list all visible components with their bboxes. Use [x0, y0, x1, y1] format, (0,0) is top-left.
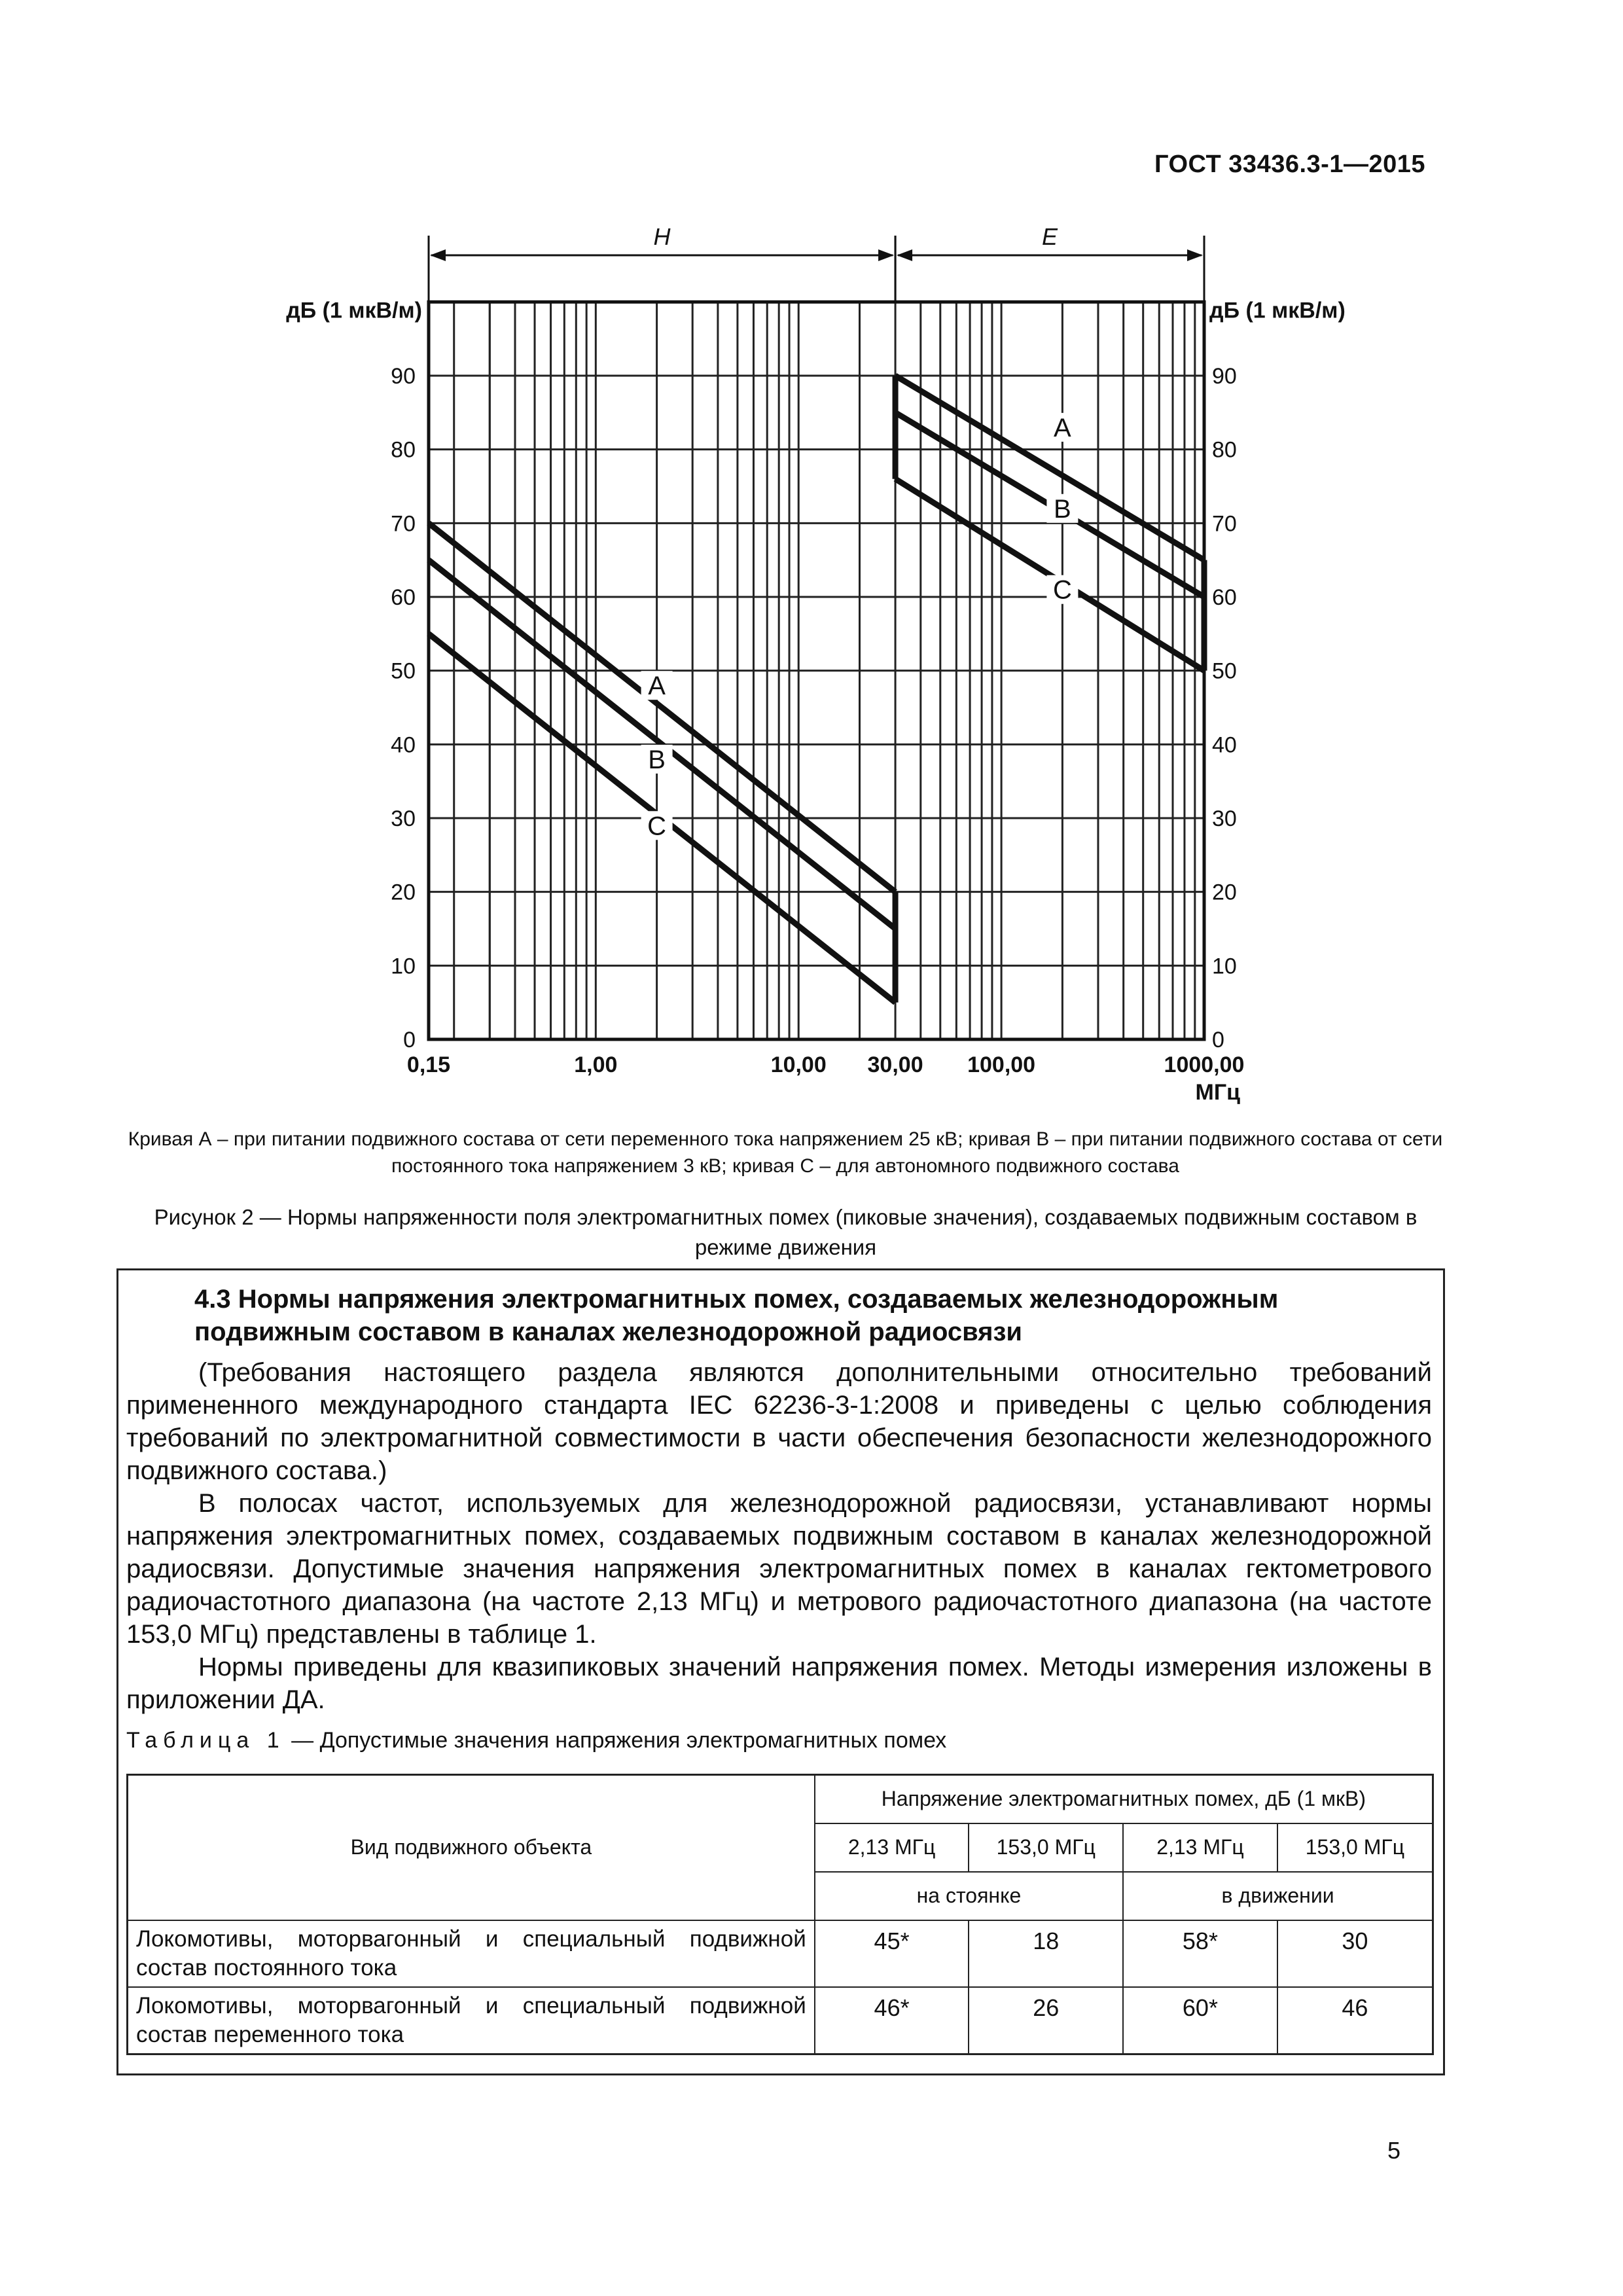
band-label: E [1042, 223, 1058, 250]
y-axis-label-left: дБ (1 мкВ/м) [286, 298, 422, 323]
col-header-freq: 2,13 МГц [1123, 1823, 1277, 1872]
curve-label-b: B [1054, 494, 1071, 524]
y-tick-label-right: 60 [1212, 585, 1237, 610]
section-heading: 4.3 Нормы напряжения электромагнитных помех, создаваемых железнодорожным подвижным составом в каналах железнодорожной радиосвязи [194, 1285, 1279, 1346]
curve-label-a: A [1054, 413, 1071, 442]
figure-caption: Кривая А – при питании подвижного состава от сети переменного тока напряжением 25 кВ; кривая В – при питании подвижного состава от сети постоянного тока напряжением 3 кВ; кривая С – для автономного подвижного состава [128, 1128, 1443, 1177]
curve-label-c: C [647, 812, 667, 841]
x-tick-label: 1,00 [574, 1052, 618, 1077]
curve-label-a: A [648, 672, 666, 701]
band-arrow-head [897, 249, 912, 261]
y-tick-label-left: 90 [391, 364, 416, 389]
figure-title: Рисунок 2 — Нормы напряженности поля электромагнитных помех (пиковые значения), создаваемых подвижным составом в режиме движения [154, 1205, 1418, 1259]
table-cell: 45* [815, 1920, 969, 1987]
y-tick-label-right: 30 [1212, 806, 1237, 831]
col-header-freq: 2,13 МГц [815, 1823, 969, 1872]
row-label: Локомотивы, моторвагонный и специальный подвижной состав переменного тока [128, 1987, 815, 2054]
paragraph-1: (Требования настоящего раздела являются дополнительными относительно требований примененного международного стандарта IEC 62236-3-1:2008 и приведены с целью соблюдения требований по электромагнитной совместимости в части обеспечения безопасности железнодорожного подвижного состава.) [126, 1358, 1432, 1485]
y-tick-label-right: 70 [1212, 511, 1237, 537]
col-header-freq: 153,0 МГц [969, 1823, 1123, 1872]
table-title-number: Таблица 1 [126, 1728, 285, 1753]
y-axis-label-right: дБ (1 мкВ/м) [1209, 298, 1346, 323]
y-tick-label-right: 50 [1212, 658, 1237, 684]
chart-svg [0, 0, 1623, 1126]
table-row [128, 1920, 1433, 1987]
table-title [126, 1726, 946, 1755]
x-tick-label: 1000,00 [1164, 1052, 1245, 1077]
col-header-object: Вид подвижного объекта [128, 1775, 815, 1920]
y-tick-label-right: 40 [1212, 732, 1237, 758]
band-arrow-head [430, 249, 446, 261]
document-code-header: ГОСТ 33436.3-1—2015 [1154, 151, 1425, 178]
y-tick-label-left: 70 [391, 511, 416, 537]
curve-label-c: C [1052, 575, 1072, 605]
y-tick-label-right: 10 [1212, 954, 1237, 979]
emission-limits-chart [0, 0, 1623, 1126]
y-tick-label-right: 80 [1212, 437, 1237, 463]
col-header-mode-moving: в движении [1123, 1872, 1433, 1920]
y-tick-label-left: 10 [391, 954, 416, 979]
y-tick-label-right: 0 [1212, 1028, 1224, 1052]
table-row [128, 1987, 1433, 2054]
page-number: 5 [1387, 2137, 1401, 2164]
col-header-mode-parked: на стоянке [815, 1872, 1123, 1920]
table-title-text: — Допустимые значения напряжения электромагнитных помех [285, 1728, 947, 1753]
y-tick-label-left: 40 [391, 732, 416, 758]
band-arrow-head [878, 249, 894, 261]
table-cell: 46 [1277, 1987, 1433, 2054]
table-cell: 30 [1277, 1920, 1433, 1987]
paragraph-2: В полосах частот, используемых для железнодорожной радиосвязи, устанавливают нормы напряжения электромагнитных помех, создаваемых подвижным составом в каналах железнодорожной радиосвязи. Допустимые значения напряжения электромагнитных помех в каналах гектометрового радиочастотного диапазона (на частоте 2,13 МГц) и метрового радиочастотного диапазона (на частоте 153,0 МГц) представлены в таблице 1. [126, 1489, 1432, 1649]
y-tick-label-left: 80 [391, 437, 416, 463]
curve-a-segment [895, 376, 1204, 560]
table-cell: 58* [1123, 1920, 1277, 1987]
y-tick-label-left: 30 [391, 806, 416, 831]
x-axis-unit: МГц [1195, 1080, 1240, 1105]
y-tick-label-left: 0 [403, 1028, 416, 1052]
norms-table [126, 1774, 1434, 2055]
curve-label-b: B [648, 745, 666, 774]
y-tick-label-left: 20 [391, 880, 416, 905]
row-label: Локомотивы, моторвагонный и специальный подвижной состав постоянного тока [128, 1920, 815, 1987]
table-cell: 18 [969, 1920, 1123, 1987]
y-tick-label-left: 60 [391, 585, 416, 610]
x-tick-label: 100,00 [967, 1052, 1036, 1077]
x-tick-label: 10,00 [770, 1052, 827, 1077]
table-cell: 60* [1123, 1987, 1277, 2054]
col-header-freq: 153,0 МГц [1277, 1823, 1433, 1872]
paragraph-3: Нормы приведены для квазипиковых значений напряжения помех. Методы измерения изложены в приложении ДА. [126, 1653, 1432, 1714]
x-tick-label: 0,15 [406, 1052, 451, 1077]
table-cell: 46* [815, 1987, 969, 2054]
band-label: H [653, 223, 671, 250]
x-tick-label: 30,00 [867, 1052, 923, 1077]
band-arrow-head [1187, 249, 1203, 261]
y-tick-label-right: 20 [1212, 880, 1237, 905]
col-header-voltage: Напряжение электромагнитных помех, дБ (1 мкВ) [815, 1775, 1433, 1823]
y-tick-label-right: 90 [1212, 364, 1237, 389]
table-cell: 26 [969, 1987, 1123, 2054]
y-tick-label-left: 50 [391, 658, 416, 684]
